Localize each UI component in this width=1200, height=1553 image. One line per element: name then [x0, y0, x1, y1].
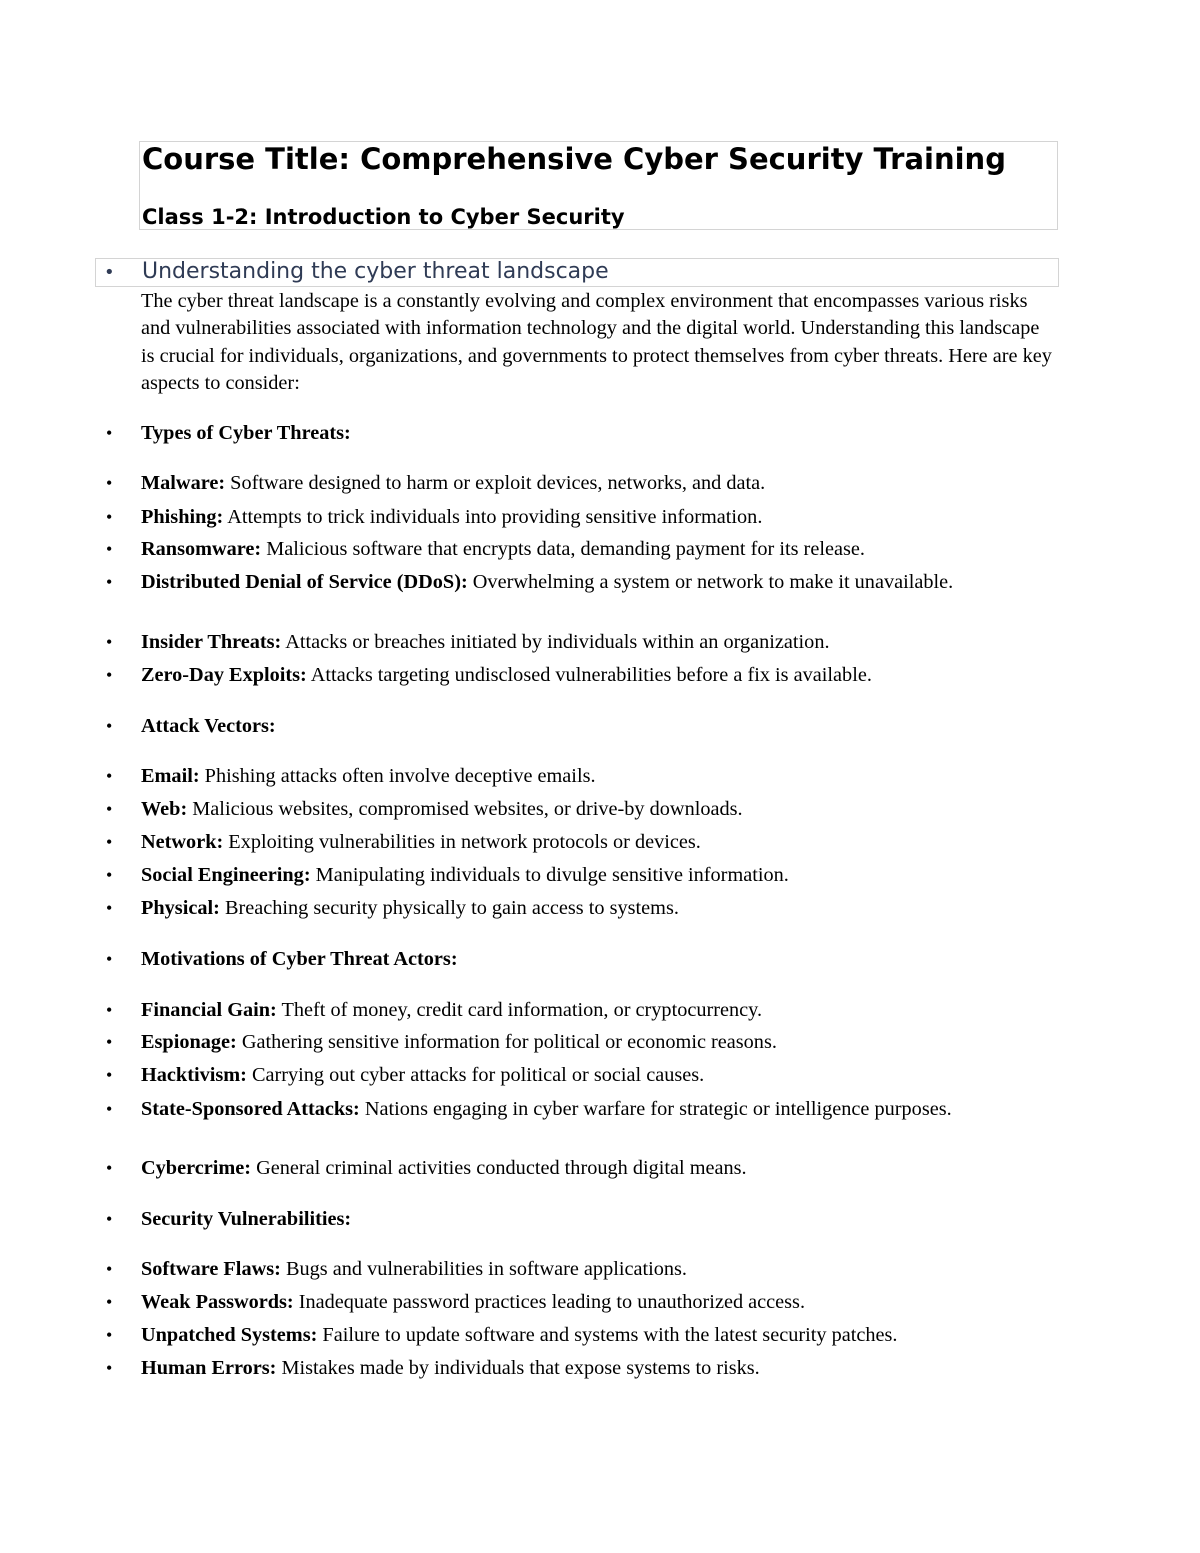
list-item-term: Espionage:	[141, 1031, 237, 1053]
course-title: Course Title: Comprehensive Cyber Security Training	[142, 142, 1006, 176]
group-heading-attack-vectors	[141, 713, 1051, 740]
bullet: •	[106, 898, 113, 918]
list-item-desc: Failure to update software and systems with the latest security patches.	[317, 1324, 898, 1346]
list-item-desc: Overwhelming a system or network to make it unavailable.	[467, 571, 954, 593]
bullet: •	[106, 1325, 113, 1345]
bullet: •	[106, 865, 113, 885]
bullet: •	[106, 1000, 113, 1020]
bullet: •	[106, 949, 113, 969]
section-bullet: •	[104, 262, 115, 283]
list-item-term: Zero-Day Exploits:	[141, 664, 307, 686]
bullet: •	[106, 507, 113, 527]
bullet: •	[106, 799, 113, 819]
list-item-term: Phishing:	[141, 506, 224, 528]
list-item-term: Human Errors:	[141, 1357, 277, 1379]
bullet: •	[106, 1292, 113, 1312]
list-item	[141, 1096, 1001, 1123]
list-item-desc: Exploiting vulnerabilities in network protocols or devices.	[223, 831, 701, 853]
list-item	[141, 1062, 1051, 1089]
list-item-term: State-Sponsored Attacks:	[141, 1098, 360, 1120]
list-item-desc: Malicious websites, compromised websites, or drive-by downloads.	[187, 798, 743, 820]
list-item-desc: Inadequate password practices leading to unauthorized access.	[293, 1291, 806, 1313]
list-item-term: Physical:	[141, 897, 220, 919]
list-item-term: Social Engineering:	[141, 864, 311, 886]
group-heading-motivations	[141, 946, 1051, 973]
list-item	[141, 536, 1051, 563]
list-item-term: Financial Gain:	[141, 999, 277, 1021]
bullet: •	[106, 766, 113, 786]
list-item-desc: Manipulating individuals to divulge sensitive information.	[310, 864, 789, 886]
bullet: •	[106, 423, 113, 443]
list-item-desc: Phishing attacks often involve deceptive emails.	[199, 765, 596, 787]
bullet: •	[106, 473, 113, 493]
group-heading-label: Attack Vectors:	[141, 715, 276, 737]
list-item-desc: Theft of money, credit card information, or cryptocurrency.	[276, 999, 763, 1021]
group-heading-label: Security Vulnerabilities:	[141, 1208, 352, 1230]
list-item	[141, 1029, 1051, 1056]
list-item	[141, 895, 1051, 922]
bullet: •	[106, 1158, 113, 1178]
list-item	[141, 1355, 1051, 1382]
list-item	[141, 997, 1051, 1024]
list-item	[141, 504, 1051, 531]
list-item	[141, 862, 1051, 889]
bullet: •	[106, 832, 113, 852]
list-item	[141, 829, 1051, 856]
list-item-term: Cybercrime:	[141, 1157, 251, 1179]
list-item	[141, 1155, 1051, 1182]
list-item	[141, 1322, 1051, 1349]
list-item-desc: Gathering sensitive information for political or economic reasons.	[236, 1031, 777, 1053]
list-item-term: Hacktivism:	[141, 1064, 247, 1086]
intro-paragraph: The cyber threat landscape is a constantly evolving and complex environment that encompasses various risks and vulnerabilities associated with information technology and the digital world. Understanding this landscape is crucial for individuals, organizations, and governments to protect themselves from cyber threats. Here are key aspects to consider:	[141, 290, 1052, 394]
list-item-term: Ransomware:	[141, 538, 262, 560]
group-heading-label: Types of Cyber Threats:	[141, 422, 351, 444]
list-item-desc: Bugs and vulnerabilities in software applications.	[280, 1258, 687, 1280]
bullet: •	[106, 1259, 113, 1279]
class-title: Class 1-2: Introduction to Cyber Security	[142, 205, 625, 229]
bullet: •	[106, 1209, 113, 1229]
bullet: •	[106, 665, 113, 685]
list-item-term: Weak Passwords:	[141, 1291, 294, 1313]
list-item	[141, 569, 981, 596]
list-item	[141, 763, 1051, 790]
bullet: •	[106, 539, 113, 559]
section-heading: Understanding the cyber threat landscape	[142, 259, 609, 284]
list-item	[141, 662, 1051, 689]
list-item-term: Insider Threats:	[141, 631, 282, 653]
bullet: •	[106, 632, 113, 652]
list-item-term: Distributed Denial of Service (DDoS):	[141, 571, 468, 593]
bullet: •	[106, 1065, 113, 1085]
list-item-desc: Breaching security physically to gain access to systems.	[219, 897, 679, 919]
list-item-term: Email:	[141, 765, 200, 787]
list-item-desc: Carrying out cyber attacks for political or social causes.	[246, 1064, 705, 1086]
group-heading-label: Motivations of Cyber Threat Actors:	[141, 948, 458, 970]
list-item-desc: Attacks targeting undisclosed vulnerabilities before a fix is available.	[306, 664, 872, 686]
list-item	[141, 796, 1051, 823]
list-item-term: Network:	[141, 831, 224, 853]
list-item-term: Web:	[141, 798, 188, 820]
bullet: •	[106, 1358, 113, 1378]
group-heading-vulnerabilities	[141, 1206, 1051, 1233]
list-item-term: Software Flaws:	[141, 1258, 281, 1280]
bullet: •	[106, 716, 113, 736]
bullet: •	[106, 1032, 113, 1052]
list-item	[141, 1256, 1051, 1283]
list-item-desc: Malicious software that encrypts data, demanding payment for its release.	[261, 538, 865, 560]
list-item-desc: General criminal activities conducted through digital means.	[251, 1157, 747, 1179]
group-heading-threat-types	[141, 420, 1051, 447]
list-item-desc: Software designed to harm or exploit devices, networks, and data.	[225, 472, 766, 494]
list-item-term: Unpatched Systems:	[141, 1324, 318, 1346]
list-item	[141, 629, 1051, 656]
bullet: •	[106, 572, 113, 592]
bullet: •	[106, 1099, 113, 1119]
list-item-desc: Attempts to trick individuals into providing sensitive information.	[223, 506, 763, 528]
list-item-desc: Attacks or breaches initiated by individuals within an organization.	[281, 631, 830, 653]
list-item-desc: Mistakes made by individuals that expose systems to risks.	[276, 1357, 760, 1379]
list-item-term: Malware:	[141, 472, 226, 494]
list-item-desc: Nations engaging in cyber warfare for strategic or intelligence purposes.	[359, 1098, 952, 1120]
list-item	[141, 1289, 1051, 1316]
list-item	[141, 470, 1051, 497]
